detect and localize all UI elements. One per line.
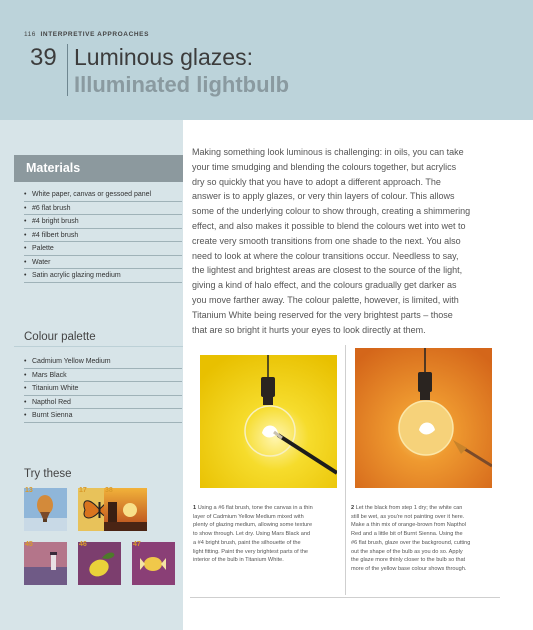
title-divider [67,44,68,96]
text-line: dry so quickly that you have to adopt a different approach. The [192,176,441,187]
lighthouse-painting-icon [24,542,67,585]
sunset-painting-icon [104,488,147,531]
text-line: some of the underlying colour to show through, creating a shimmering [192,206,471,217]
text-line: Making something look luminous is challenging: in oils, you can take [192,147,464,157]
text-line: the glaze more thinly closer to the bulb so that [351,557,466,564]
thumbnail-number: 46 [79,541,87,548]
title-line-1: Luminous glazes: [74,44,253,70]
text-line: giving a kind of halo effect, and the colours gradually get darker as [192,280,457,291]
thumbnail-number: 45 [25,541,33,548]
materials-heading: Materials [14,155,183,182]
text-line: #6 flat brush, glaze over the background, cutting [351,539,471,546]
text-line: a #4 bright brush, paint the silhouette of the [193,539,301,546]
thumbnail-balloon[interactable] [24,488,67,531]
text-line: Titanium White being reserved for the very brightest parts – those [192,309,453,320]
running-head [24,31,149,38]
text-line: layer of Cadmium Yellow Medium mixed with [193,513,304,520]
list-item: • Titanium White [24,382,182,396]
list-item: • Palette [24,242,182,256]
thumbnail-lighthouse[interactable] [24,542,67,585]
text-line: answer is to apply glazes, or very thin layers of colour. This allows [192,191,455,202]
thumbnail-number: 47 [133,541,141,548]
bottom-rule [190,597,500,598]
text-line: plenty of glazing medium, allowing some texture [193,522,313,529]
balloon-painting-icon [24,488,67,531]
text-line: still be wet, as you're not painting over it here. [351,513,465,520]
column-divider [345,345,346,595]
list-item: • #6 flat brush [24,202,182,216]
step1-caption [193,504,341,565]
try-these-heading: Try these [24,468,72,480]
text-line: create very smooth transitions from one shade to the next. You also [192,235,461,246]
text-line: light fitting. Paint the very brightest parts of the [193,548,309,555]
list-item: • Cadmium Yellow Medium [24,355,182,369]
list-item: • Water [24,256,182,270]
text-line: the lightest and brightest areas are closest to the source of the light, [192,265,463,276]
materials-list [24,188,182,283]
text-line: effect, and also makes it possible to blend the colours wet into wet to [192,220,466,231]
palette-rule [14,346,183,347]
lemon-painting-icon [78,542,121,585]
text-line: Let the black from step 1 dry; the white can [355,505,463,511]
step1-painting [200,355,337,488]
thumbnail-sweet[interactable] [132,542,175,585]
sweet-painting-icon [132,542,175,585]
thumbnail-sunset[interactable] [104,488,147,531]
project-number: 39 [30,44,57,71]
step-number: 2 [351,505,355,511]
step2-painting [355,348,492,488]
thumbnail-number: 17 [79,487,87,494]
text-line: need to look at where the colour transitions occur. Needless to say, [192,250,459,261]
list-item: • Burnt Sienna [24,409,182,423]
text-line: you move farther away. The colour palette, however, is limited, with [192,294,459,305]
text-line: Make a thin mix of orange-brown from Napthol [351,522,467,529]
text-line: Red and a little bit of Burnt Sienna. Using the [351,531,463,538]
page-number: 116 [24,31,36,38]
list-item: • Napthol Red [24,396,182,410]
list-item: • White paper, canvas or gessoed panel [24,188,182,202]
list-item: • Satin acrylic glazing medium [24,269,182,283]
text-line: to show through. Let dry. Using Mars Black and [193,531,311,538]
step2-caption [351,504,499,574]
text-line: out the shape of the bulb as you do so. Apply [351,548,463,555]
list-item: • Mars Black [24,369,182,383]
thumbnail-number: 38 [105,487,113,494]
text-line: that are so bright it hurts your eyes to look directly at them. [192,324,426,335]
body-text [192,145,507,337]
list-item: • #4 bright brush [24,215,182,229]
text-line: more of the yellow base colour shows through. [351,565,467,572]
title-line-2: Illuminated lightbulb [74,72,290,97]
text-line: interior of the bulb in Titanium White. [193,557,284,564]
thumbnail-number: 13 [25,487,33,494]
thumbnail-lemon[interactable] [78,542,121,585]
section-name: INTERPRETIVE APPROACHES [40,31,150,38]
step-number: 1 [193,505,197,511]
palette-heading: Colour palette [24,331,96,343]
list-item: • #4 filbert brush [24,229,182,243]
text-line: your time smudging and blending the colours together, but acrylics [192,161,457,172]
text-line: Using a #6 flat brush, tone the canvas in a thin [197,505,313,511]
palette-list [24,355,182,423]
